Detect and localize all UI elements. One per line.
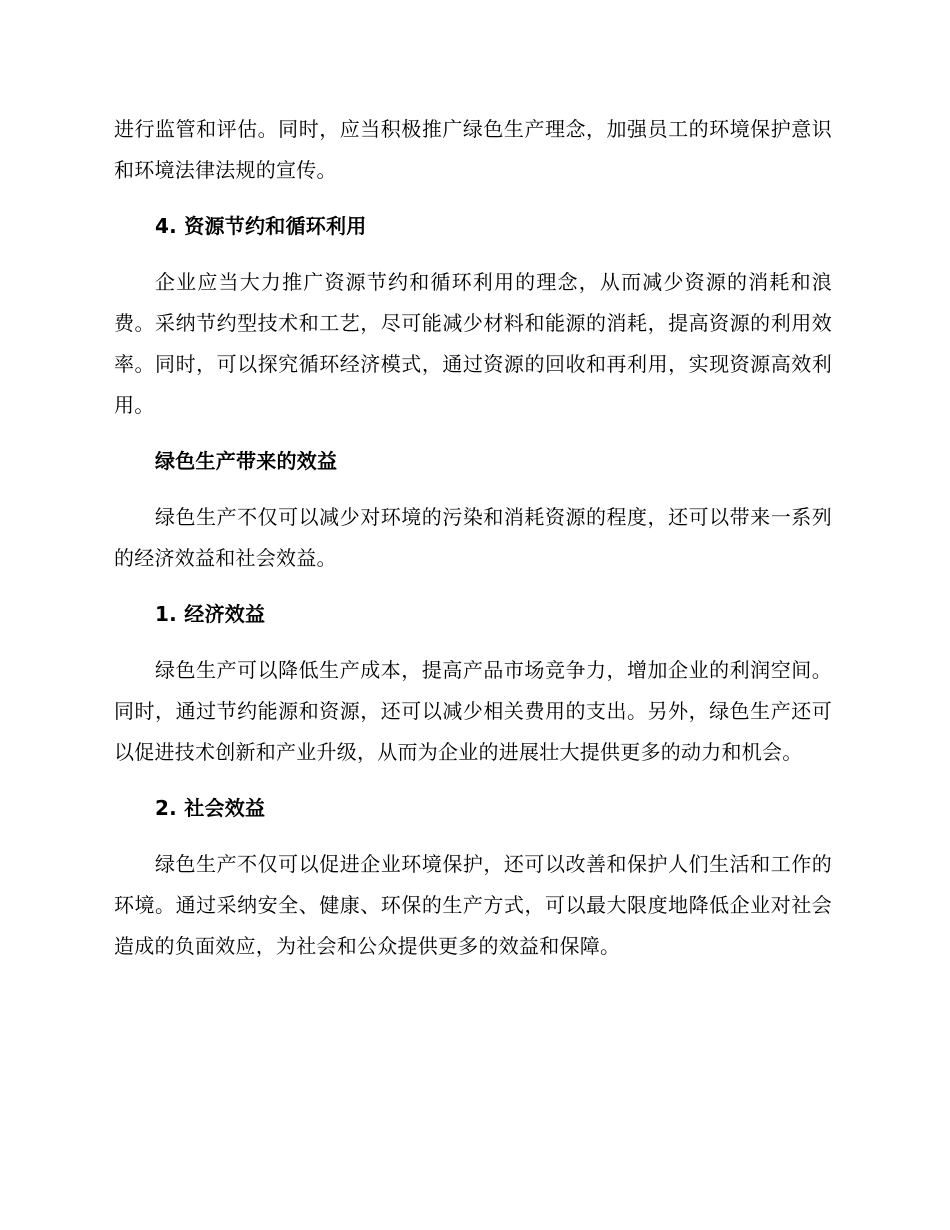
- paragraph-resource-saving: 企业应当大力推广资源节约和循环利用的理念，从而减少资源的消耗和浪费。采纳节约型技术和工艺，尽可能减少材料和能源的消耗，提高资源的利用效率。同时，可以探究循环经济模式，通过资源的回收和再利用，实现资源高效利用。: [114, 270, 832, 417]
- heading-green-benefits: 绿色生产带来的效益: [155, 449, 338, 473]
- document-body: [114, 109, 832, 967]
- paragraph-supervision: 进行监管和评估。同时，应当积极推广绿色生产理念，加强员工的环境保护意识和环境法律法规的宣传。: [114, 117, 832, 182]
- paragraph-economic-benefits: 绿色生产可以降低生产成本，提高产品市场竞争力，增加企业的利润空间。同时，通过节约能源和资源，还可以减少相关费用的支出。另外，绿色生产还可以促进技术创新和产业升级，从而为企业的进展壮大提供更多的动力和机会。: [114, 658, 832, 764]
- heading-social-benefits: 2. 社会效益: [155, 796, 266, 820]
- paragraph-green-benefits: 绿色生产不仅可以减少对环境的污染和消耗资源的程度，还可以带来一系列的经济效益和社会效益。: [114, 505, 832, 570]
- heading-resource-saving: 4. 资源节约和循环利用: [155, 214, 367, 238]
- heading-economic-benefits: 1. 经济效益: [155, 602, 266, 626]
- paragraph-social-benefits: 绿色生产不仅可以促进企业环境保护，还可以改善和保护人们生活和工作的环境。通过采纳安全、健康、环保的生产方式，可以最大限度地降低企业对社会造成的负面效应，为社会和公众提供更多的效益和保障。: [114, 852, 832, 958]
